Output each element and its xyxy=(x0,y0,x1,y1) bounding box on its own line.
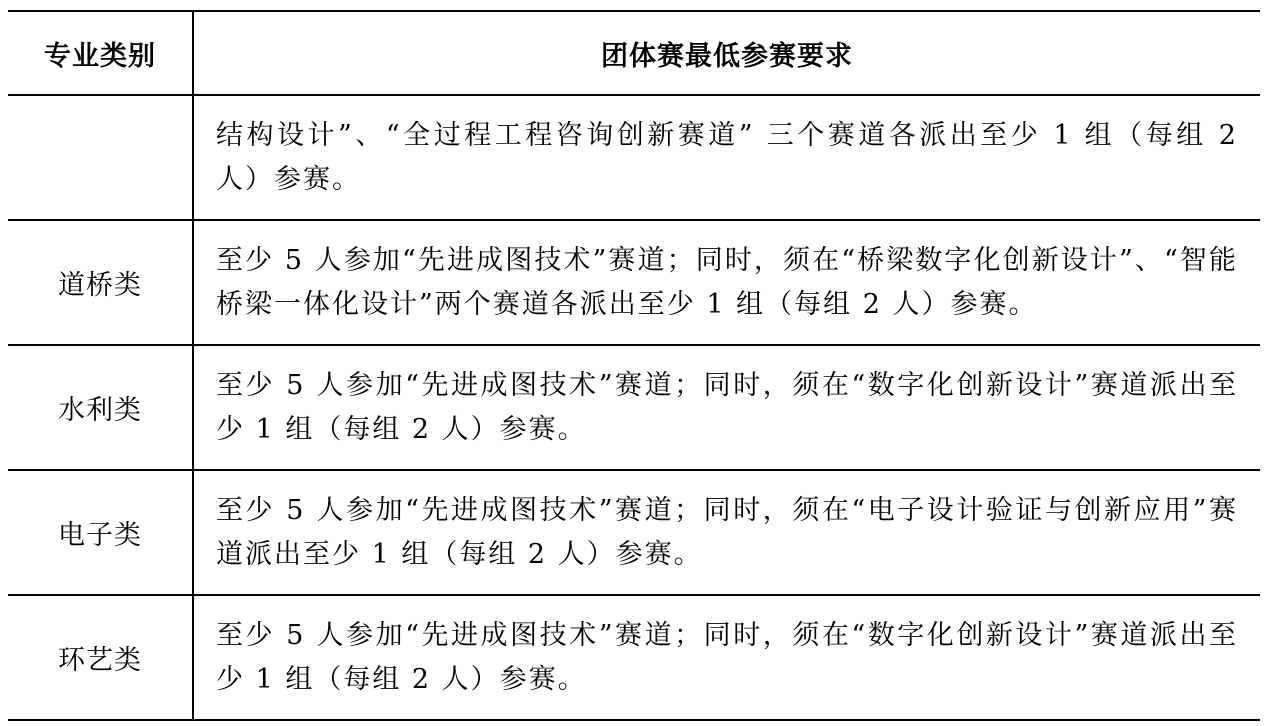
table-row xyxy=(8,345,1260,470)
requirement-cell: 至少 5 人参加“先进成图技术”赛道；同时，须在“桥梁数字化创新设计”、“智能桥梁一体化设计”两个赛道各派出至少 1 组（每组 2 人）参赛。 xyxy=(193,220,1260,345)
requirements-table xyxy=(8,10,1260,721)
table-header-row xyxy=(8,11,1260,95)
table-row xyxy=(8,595,1260,720)
requirement-cell: 至少 5 人参加“先进成图技术”赛道；同时，须在“数字化创新设计”赛道派出至少 1 组（每组 2 人）参赛。 xyxy=(193,595,1260,720)
category-cell: 道桥类 xyxy=(8,220,193,345)
header-requirement: 团体赛最低参赛要求 xyxy=(193,11,1260,95)
category-cell: 环艺类 xyxy=(8,595,193,720)
table-row xyxy=(8,470,1260,595)
category-cell xyxy=(8,95,193,220)
category-cell: 电子类 xyxy=(8,470,193,595)
requirement-cell: 结构设计”、“全过程工程咨询创新赛道” 三个赛道各派出至少 1 组（每组 2 人）参赛。 xyxy=(193,95,1260,220)
table-row xyxy=(8,95,1260,220)
table-row xyxy=(8,220,1260,345)
requirement-cell: 至少 5 人参加“先进成图技术”赛道；同时，须在“电子设计验证与创新应用”赛道派出至少 1 组（每组 2 人）参赛。 xyxy=(193,470,1260,595)
category-cell: 水利类 xyxy=(8,345,193,470)
requirement-cell: 至少 5 人参加“先进成图技术”赛道；同时，须在“数字化创新设计”赛道派出至少 1 组（每组 2 人）参赛。 xyxy=(193,345,1260,470)
header-category: 专业类别 xyxy=(8,11,193,95)
